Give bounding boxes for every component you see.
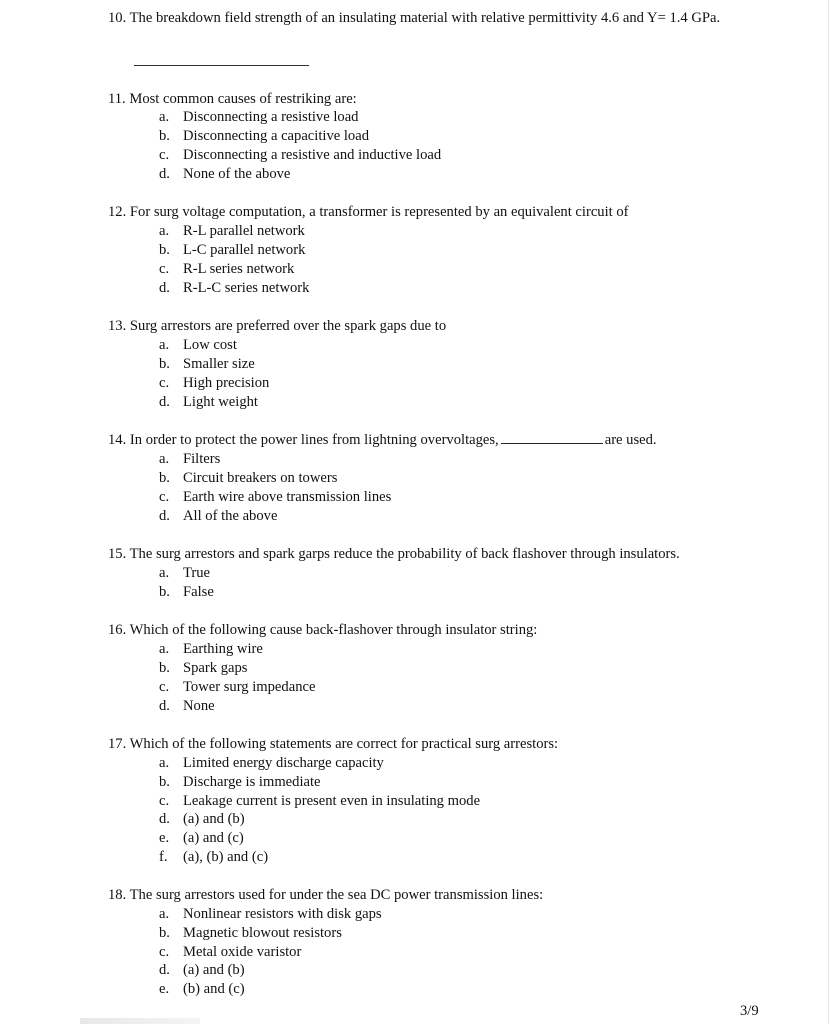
option-text: (b) and (c) [183,981,245,997]
option-text: R-L series network [183,261,295,277]
option-letter: e. [159,981,170,997]
question-18-option-a [159,905,382,924]
question-prompt: For surg voltage computation, a transformer is represented by an equivalent circuit of [129,204,629,220]
question-number: 16. [108,622,127,638]
question-18-text [108,886,543,905]
option-text: Metal oxide varistor [183,944,302,960]
question-11-option-a [159,108,358,127]
question-prompt-before: In order to protect the power lines from lightning overvoltages, [129,432,499,448]
option-letter: d. [159,962,170,978]
question-18-option-d [159,961,245,980]
question-13-option-d [159,393,258,412]
cropped-footer-text [80,1018,200,1024]
page-number: 3/9 [740,1003,759,1019]
question-11-text [108,90,357,109]
question-number: 14. [108,432,127,448]
question-number: 17. [108,736,127,752]
option-text: Discharge is immediate [183,774,321,790]
option-letter: d. [159,698,170,714]
question-14-option-a [159,450,220,469]
option-text: R-L-C series network [183,280,310,296]
option-text: Disconnecting a resistive load [183,109,359,125]
question-14-option-c [159,488,391,507]
option-text: (a) and (b) [183,962,245,978]
question-prompt: Which of the following cause back-flashover through insulator string: [129,622,538,638]
option-letter: a. [159,565,170,581]
question-11-option-d [159,165,290,184]
option-letter: a. [159,337,170,353]
option-letter: c. [159,489,170,505]
answer-blank-line [134,65,309,66]
question-16-option-a [159,640,263,659]
option-text: L-C parallel network [183,242,306,258]
option-text: Limited energy discharge capacity [183,755,384,771]
option-text: None [183,698,215,714]
option-letter: a. [159,755,170,771]
option-text: All of the above [183,508,278,524]
option-text: Earthing wire [183,641,263,657]
question-11-option-b [159,127,369,146]
option-letter: b. [159,660,170,676]
question-17-option-c [159,792,480,811]
question-10-text [108,9,720,28]
option-text: (a) and (c) [183,830,244,846]
option-text: Low cost [183,337,237,353]
option-letter: c. [159,679,170,695]
question-14-text [108,431,657,450]
option-letter: c. [159,375,170,391]
question-12-option-c [159,260,294,279]
option-text: Disconnecting a resistive and inductive load [183,147,442,163]
option-letter: c. [159,261,170,277]
question-18-option-b [159,924,342,943]
question-17-option-f [159,848,268,867]
option-letter: d. [159,811,170,827]
option-letter: a. [159,223,170,239]
option-letter: a. [159,641,170,657]
question-number: 15. [108,546,127,562]
option-letter: c. [159,944,170,960]
question-13-option-c [159,374,269,393]
option-letter: b. [159,242,170,258]
fill-in-blank [501,431,603,444]
question-13-text [108,317,446,336]
question-16-option-b [159,659,247,678]
option-letter: f. [159,849,168,865]
option-text: True [183,565,211,581]
option-letter: b. [159,774,170,790]
option-letter: b. [159,356,170,372]
question-16-option-c [159,678,315,697]
question-14-option-d [159,507,277,526]
question-18-option-c [159,943,301,962]
option-text: Disconnecting a capacitive load [183,128,369,144]
option-letter: b. [159,470,170,486]
option-letter: c. [159,147,170,163]
option-text: Nonlinear resistors with disk gaps [183,906,382,922]
option-text: R-L parallel network [183,223,305,239]
option-text: High precision [183,375,270,391]
question-17-text [108,735,558,754]
option-text: Earth wire above transmission lines [183,489,392,505]
question-number: 10. [108,10,127,26]
question-15-text [108,545,680,564]
option-letter: d. [159,394,170,410]
question-number: 18. [108,887,127,903]
question-18-option-e [159,980,245,999]
question-16-text [108,621,537,640]
question-11-option-c [159,146,441,165]
question-12-option-d [159,279,309,298]
option-text: Magnetic blowout resistors [183,925,342,941]
option-letter: e. [159,830,170,846]
question-17-option-b [159,773,321,792]
question-12-option-b [159,241,305,260]
question-14-option-b [159,469,337,488]
option-text: Tower surg impedance [183,679,316,695]
question-number: 12. [108,204,127,220]
question-13-option-b [159,355,255,374]
option-text: Circuit breakers on towers [183,470,338,486]
question-prompt-after: are used. [604,432,657,448]
question-17-option-e [159,829,244,848]
option-text: Smaller size [183,356,255,372]
option-letter: a. [159,906,170,922]
option-letter: d. [159,508,170,524]
option-text: Leakage current is present even in insulating mode [183,793,481,809]
question-12-option-a [159,222,305,241]
option-text: (a), (b) and (c) [183,849,269,865]
option-letter: b. [159,925,170,941]
question-13-option-a [159,336,237,355]
question-prompt: The surg arrestors and spark garps reduce the probability of back flashover through insulators. [129,546,680,562]
option-text: (a) and (b) [183,811,245,827]
question-12-text [108,203,629,222]
option-letter: a. [159,109,170,125]
question-16-option-d [159,697,215,716]
question-prompt: The surg arrestors used for under the sea DC power transmission lines: [129,887,544,903]
question-prompt: The breakdown field strength of an insulating material with relative permittivity 4.6 and Y= 1.4 GPa. [129,10,721,26]
option-letter: b. [159,128,170,144]
question-number: 13. [108,318,127,334]
question-number: 11. [108,91,126,107]
option-text: None of the above [183,166,291,182]
option-letter: d. [159,280,170,296]
option-text: Filters [183,451,221,467]
option-letter: c. [159,793,170,809]
option-text: False [183,584,214,600]
option-text: Spark gaps [183,660,248,676]
question-prompt: Most common causes of restriking are: [129,91,357,107]
question-17-option-a [159,754,384,773]
question-prompt: Surg arrestors are preferred over the spark gaps due to [129,318,447,334]
option-letter: b. [159,584,170,600]
question-17-option-d [159,810,245,829]
option-letter: a. [159,451,170,467]
option-text: Light weight [183,394,258,410]
option-letter: d. [159,166,170,182]
question-15-option-b [159,583,214,602]
question-15-option-a [159,564,210,583]
question-prompt: Which of the following statements are correct for practical surg arrestors: [129,736,559,752]
